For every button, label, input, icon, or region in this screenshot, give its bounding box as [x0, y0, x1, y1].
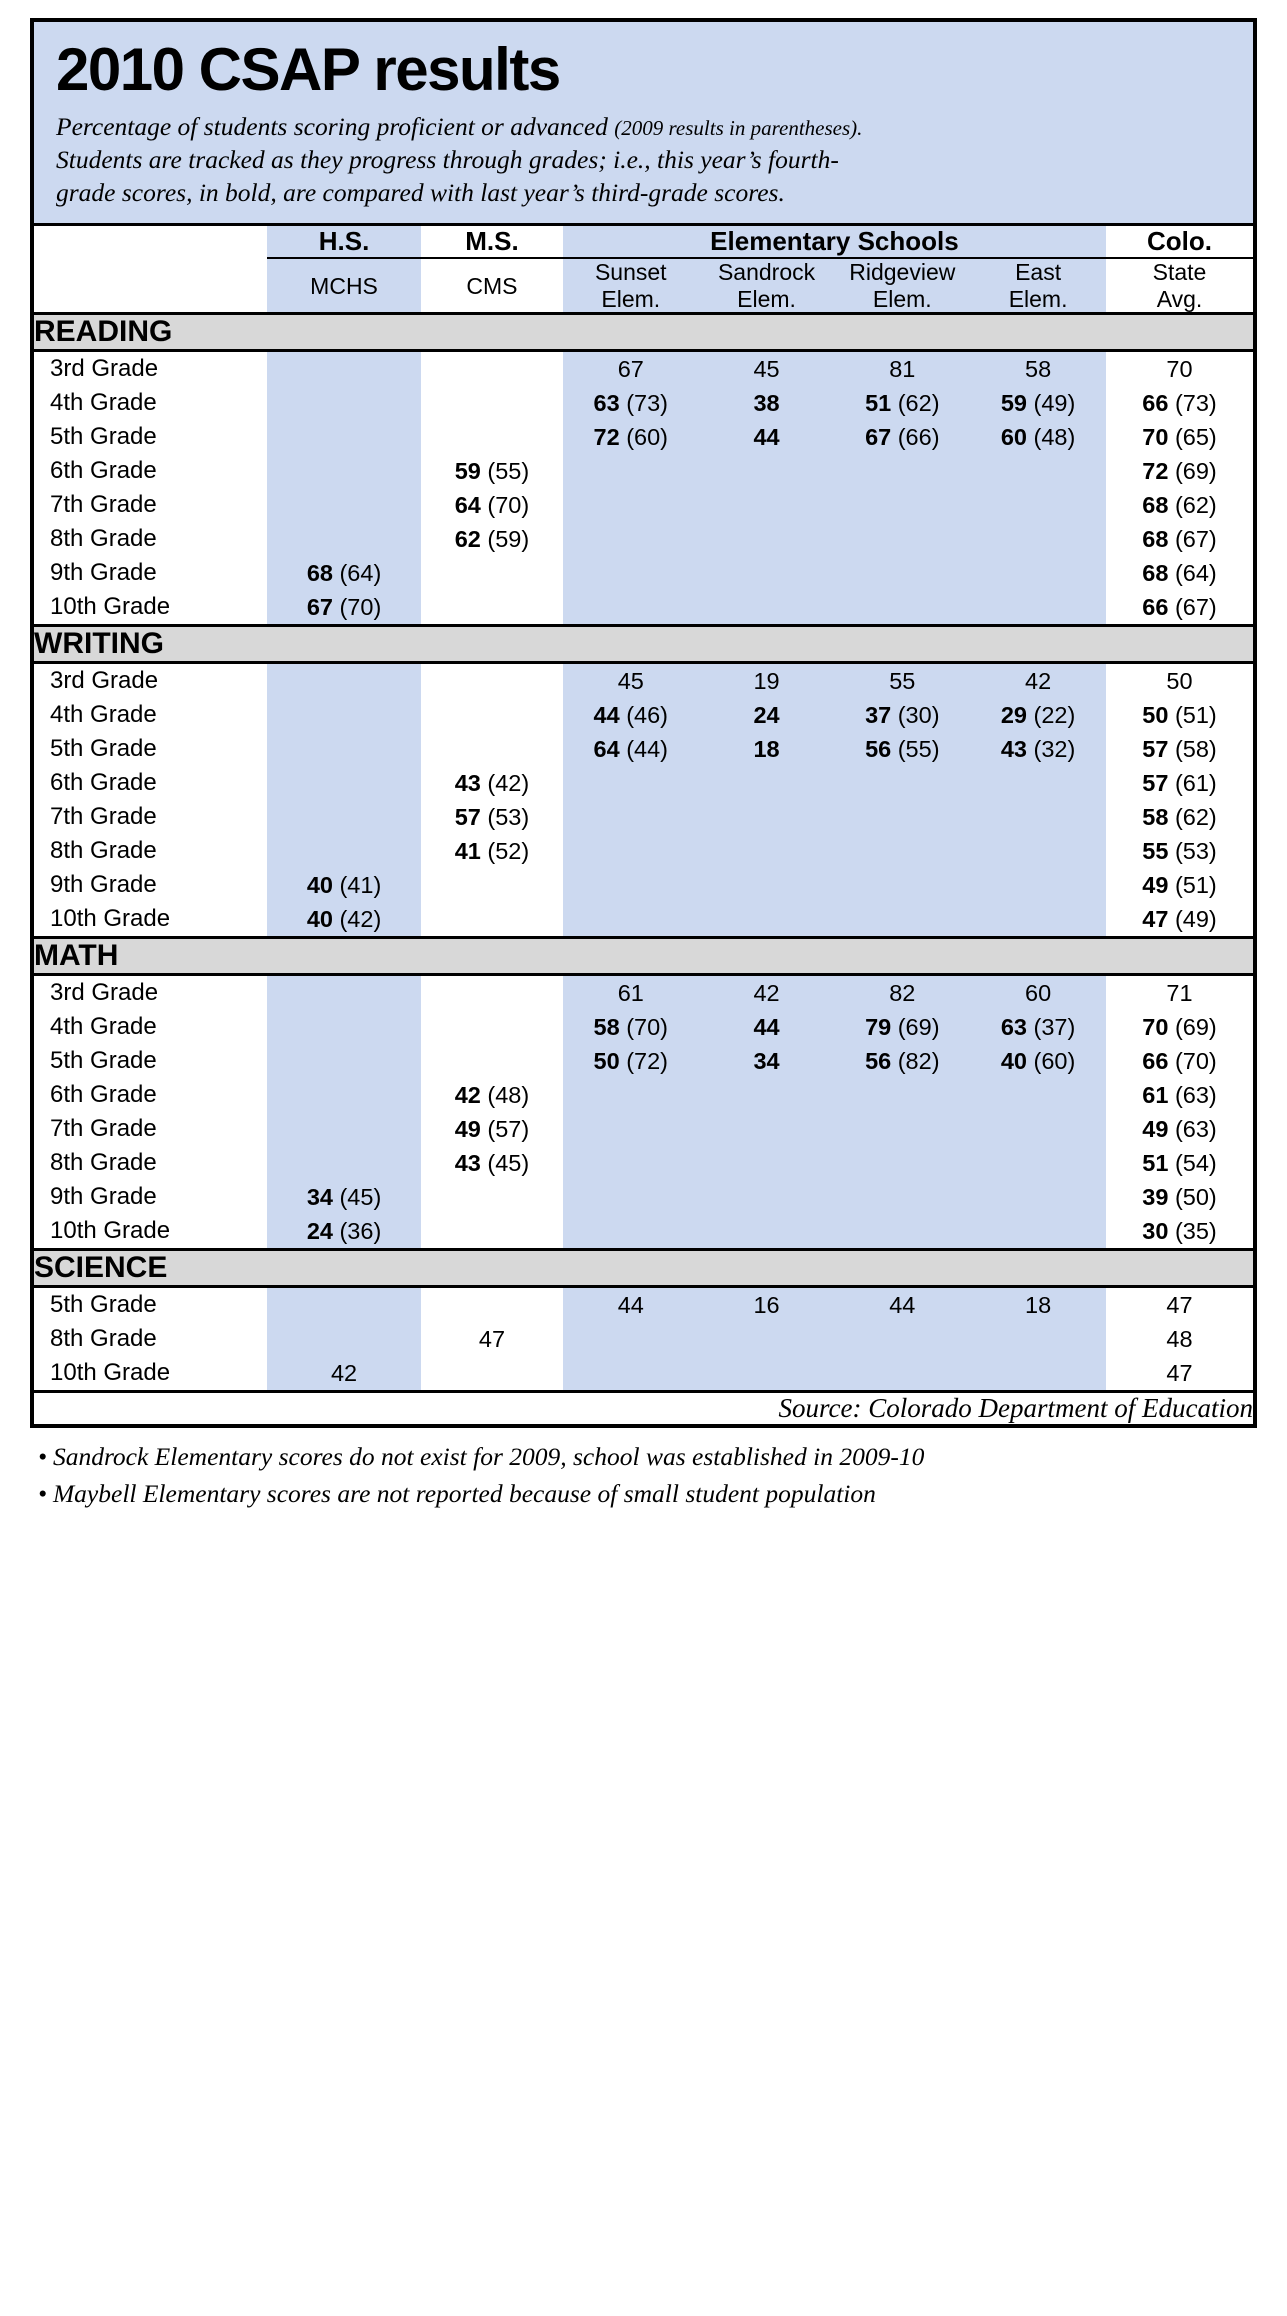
- subtitle-line-2: Students are tracked as they progress through grades; i.e., this year’s fourth-: [56, 145, 839, 175]
- cell-ridgeview: 82: [834, 975, 970, 1011]
- cell-sandrock: [699, 868, 835, 902]
- cell-mchs: [267, 975, 421, 1011]
- cell-cms: [421, 556, 563, 590]
- cell-ridgeview: 67 (66): [834, 420, 970, 454]
- subtitle-line-3: grade scores, in bold, are compared with last year’s third-grade scores.: [56, 178, 785, 208]
- cell-mchs: [267, 488, 421, 522]
- section-bar-writing: [34, 626, 1253, 663]
- cell-sunset: [563, 1078, 699, 1112]
- cell-state: 66 (73): [1142, 389, 1217, 416]
- cell-sandrock: [699, 1356, 835, 1392]
- cell-cms: 43 (45): [454, 1149, 530, 1176]
- cell-state: 47: [1166, 1291, 1193, 1318]
- section-bar-science: [34, 1250, 1253, 1287]
- cell-ridgeview: 37 (30): [834, 698, 970, 732]
- cell-sunset: [563, 834, 699, 868]
- cell-sandrock: [699, 488, 835, 522]
- cell-sandrock: [699, 522, 835, 556]
- cell-sandrock: [699, 1078, 835, 1112]
- column-header-east: East Elem.: [970, 258, 1106, 313]
- cell-state: 68 (64): [1142, 559, 1217, 586]
- row-grade-label: 8th Grade: [50, 525, 157, 553]
- table-row: [34, 1322, 1253, 1356]
- cell-sunset: [563, 522, 699, 556]
- cell-mchs: [267, 800, 421, 834]
- row-grade-label: 7th Grade: [50, 1115, 157, 1143]
- cell-mchs: [267, 698, 421, 732]
- row-grade-label: 5th Grade: [50, 1291, 157, 1319]
- cell-east: [970, 766, 1106, 800]
- footnote-item: [38, 1440, 1257, 1474]
- row-grade-label: 3rd Grade: [50, 979, 159, 1007]
- cell-sunset: [563, 1180, 699, 1214]
- cell-state: 39 (50): [1142, 1183, 1217, 1210]
- table-row: [34, 1010, 1253, 1044]
- table-row: [34, 732, 1253, 766]
- cell-ridgeview: 56 (55): [834, 732, 970, 766]
- header-block: [34, 22, 1253, 226]
- cell-state: 55 (53): [1142, 837, 1217, 864]
- cell-ridgeview: 79 (69): [834, 1010, 970, 1044]
- cell-cms: 47: [478, 1325, 506, 1352]
- cell-state: 30 (35): [1142, 1217, 1217, 1244]
- row-grade-label: 10th Grade: [50, 905, 171, 933]
- column-header-cms: CMS: [466, 272, 518, 299]
- cell-cms: 43 (42): [454, 769, 530, 796]
- cell-east: 60 (48): [970, 420, 1106, 454]
- cell-ridgeview: [834, 454, 970, 488]
- section-title: WRITING: [34, 626, 1253, 663]
- cell-sandrock: [699, 1322, 835, 1356]
- cell-sandrock: [699, 1112, 835, 1146]
- cell-ridgeview: [834, 488, 970, 522]
- table-row: [34, 766, 1253, 800]
- cell-ridgeview: [834, 556, 970, 590]
- cell-mchs: [267, 834, 421, 868]
- cell-state: 49 (51): [1142, 871, 1217, 898]
- column-header-sunset: Sunset Elem.: [563, 258, 699, 313]
- section-title: READING: [34, 314, 1253, 351]
- cell-mchs: [267, 1078, 421, 1112]
- table-row: [34, 1112, 1253, 1146]
- cell-state: 66 (67): [1142, 593, 1217, 620]
- cell-mchs: 68 (64): [267, 556, 421, 590]
- cell-sandrock: [699, 1214, 835, 1250]
- footnote-item: [38, 1477, 1257, 1511]
- cell-cms: [421, 902, 563, 938]
- cell-sunset: [563, 488, 699, 522]
- cell-sandrock: 34: [699, 1044, 835, 1078]
- cell-sandrock: [699, 800, 835, 834]
- row-grade-label: 3rd Grade: [50, 355, 159, 383]
- cell-sandrock: 44: [699, 420, 835, 454]
- cell-east: [970, 522, 1106, 556]
- row-grade-label: 4th Grade: [50, 1013, 157, 1041]
- cell-cms: 64 (70): [454, 491, 530, 518]
- cell-sandrock: [699, 902, 835, 938]
- cell-cms: [421, 732, 563, 766]
- cell-ridgeview: 56 (82): [834, 1044, 970, 1078]
- cell-cms: 49 (57): [454, 1115, 530, 1142]
- group-header-hs: H.S.: [267, 226, 421, 258]
- table-row: [34, 975, 1253, 1011]
- cell-mchs: 67 (70): [267, 590, 421, 626]
- group-header-blank: [34, 226, 267, 258]
- cell-east: 59 (49): [970, 386, 1106, 420]
- cell-mchs: 34 (45): [267, 1180, 421, 1214]
- cell-sandrock: [699, 454, 835, 488]
- row-grade-label: 5th Grade: [50, 735, 157, 763]
- cell-sunset: 44: [563, 1287, 699, 1323]
- group-header-elementary: Elementary Schools: [563, 226, 1106, 258]
- cell-cms: [421, 1044, 563, 1078]
- cell-mchs: 24 (36): [267, 1214, 421, 1250]
- cell-state: 72 (69): [1142, 457, 1217, 484]
- cell-ridgeview: [834, 522, 970, 556]
- cell-state: 47 (49): [1142, 905, 1217, 932]
- cell-mchs: [267, 351, 421, 387]
- cell-east: [970, 454, 1106, 488]
- cell-ridgeview: 44: [834, 1287, 970, 1323]
- cell-sunset: 44 (46): [563, 698, 699, 732]
- row-grade-label: 8th Grade: [50, 1325, 157, 1353]
- cell-sunset: [563, 800, 699, 834]
- row-grade-label: 5th Grade: [50, 1047, 157, 1075]
- cell-cms: [421, 1010, 563, 1044]
- cell-east: 63 (37): [970, 1010, 1106, 1044]
- cell-sandrock: 16: [699, 1287, 835, 1323]
- table-row: [34, 351, 1253, 387]
- cell-state: 66 (70): [1142, 1047, 1217, 1074]
- table-row: [34, 1214, 1253, 1250]
- cell-east: 58: [970, 351, 1106, 387]
- column-header-state: State Avg.: [1152, 259, 1207, 312]
- cell-mchs: 40 (42): [267, 902, 421, 938]
- cell-mchs: 42: [267, 1356, 421, 1392]
- cell-mchs: [267, 386, 421, 420]
- table-row: [34, 1078, 1253, 1112]
- cell-east: [970, 1356, 1106, 1392]
- cell-mchs: [267, 1322, 421, 1356]
- section-title: MATH: [34, 938, 1253, 975]
- row-grade-label: 6th Grade: [50, 769, 157, 797]
- cell-state: 68 (67): [1142, 525, 1217, 552]
- cell-ridgeview: [834, 902, 970, 938]
- column-header-grade: [34, 258, 267, 313]
- cell-sunset: [563, 1112, 699, 1146]
- table-row: [34, 800, 1253, 834]
- footnote-text: Sandrock Elementary scores do not exist for 2009, school was established in 2009-10: [52, 1442, 925, 1472]
- cell-ridgeview: [834, 1078, 970, 1112]
- cell-ridgeview: [834, 868, 970, 902]
- cell-state: 58 (62): [1142, 803, 1217, 830]
- cell-east: [970, 1214, 1106, 1250]
- cell-east: [970, 556, 1106, 590]
- cell-east: 42: [970, 663, 1106, 699]
- cell-ridgeview: [834, 834, 970, 868]
- row-grade-label: 8th Grade: [50, 837, 157, 865]
- cell-sandrock: 42: [699, 975, 835, 1011]
- table-row: [34, 1044, 1253, 1078]
- table-row: [34, 590, 1253, 626]
- source-row: [34, 1392, 1253, 1425]
- cell-state: 70 (69): [1142, 1013, 1217, 1040]
- cell-sunset: 61: [563, 975, 699, 1011]
- cell-state: 51 (54): [1142, 1149, 1217, 1176]
- cell-ridgeview: 55: [834, 663, 970, 699]
- cell-sunset: 63 (73): [563, 386, 699, 420]
- page-subtitle: [56, 110, 1231, 209]
- cell-east: [970, 1180, 1106, 1214]
- group-header-row: [34, 226, 1253, 258]
- cell-east: [970, 1112, 1106, 1146]
- cell-sunset: [563, 868, 699, 902]
- cell-sunset: [563, 766, 699, 800]
- cell-cms: [421, 1214, 563, 1250]
- cell-mchs: 40 (41): [267, 868, 421, 902]
- table-row: [34, 1356, 1253, 1392]
- cell-sunset: 64 (44): [563, 732, 699, 766]
- table-row: [34, 902, 1253, 938]
- cell-sandrock: [699, 556, 835, 590]
- cell-cms: [421, 975, 563, 1011]
- cell-cms: [421, 1356, 563, 1392]
- cell-ridgeview: [834, 590, 970, 626]
- section-title: SCIENCE: [34, 1250, 1253, 1287]
- cell-state: 49 (63): [1142, 1115, 1217, 1142]
- table-row: [34, 488, 1253, 522]
- cell-east: [970, 1322, 1106, 1356]
- cell-cms: [421, 698, 563, 732]
- cell-east: [970, 590, 1106, 626]
- cell-sandrock: 44: [699, 1010, 835, 1044]
- cell-sandrock: [699, 766, 835, 800]
- section-bar-reading: [34, 314, 1253, 351]
- cell-mchs: [267, 663, 421, 699]
- column-header-ridgeview: Ridgeview Elem.: [834, 258, 970, 313]
- cell-ridgeview: [834, 1322, 970, 1356]
- cell-state: 57 (58): [1142, 735, 1217, 762]
- row-grade-label: 9th Grade: [50, 871, 157, 899]
- cell-sunset: 67: [563, 351, 699, 387]
- table-row: [34, 1146, 1253, 1180]
- table-row: [34, 386, 1253, 420]
- cell-cms: [421, 1287, 563, 1323]
- cell-sandrock: 18: [699, 732, 835, 766]
- cell-state: 50: [1166, 667, 1193, 694]
- cell-east: [970, 834, 1106, 868]
- table-row: [34, 522, 1253, 556]
- cell-cms: [421, 663, 563, 699]
- cell-sunset: [563, 590, 699, 626]
- cell-mchs: [267, 1112, 421, 1146]
- cell-ridgeview: [834, 800, 970, 834]
- table-row: [34, 454, 1253, 488]
- cell-east: [970, 868, 1106, 902]
- cell-cms: [421, 590, 563, 626]
- cell-cms: [421, 420, 563, 454]
- column-header-row: [34, 258, 1253, 313]
- cell-sunset: [563, 556, 699, 590]
- row-grade-label: 3rd Grade: [50, 667, 159, 695]
- cell-sunset: 45: [563, 663, 699, 699]
- section-bar-math: [34, 938, 1253, 975]
- cell-ridgeview: [834, 1146, 970, 1180]
- row-grade-label: 8th Grade: [50, 1149, 157, 1177]
- cell-sunset: 72 (60): [563, 420, 699, 454]
- cell-cms: 57 (53): [454, 803, 530, 830]
- group-header-colo: Colo.: [1106, 226, 1253, 258]
- cell-state: 61 (63): [1142, 1081, 1217, 1108]
- cell-sandrock: 24: [699, 698, 835, 732]
- cell-sunset: 50 (72): [563, 1044, 699, 1078]
- row-grade-label: 5th Grade: [50, 423, 157, 451]
- cell-mchs: [267, 454, 421, 488]
- cell-sandrock: [699, 590, 835, 626]
- row-grade-label: 6th Grade: [50, 457, 157, 485]
- row-grade-label: 7th Grade: [50, 803, 157, 831]
- cell-sunset: [563, 902, 699, 938]
- subtitle-line-1-main: Percentage of students scoring proficient or advanced: [56, 112, 608, 141]
- table-row: [34, 834, 1253, 868]
- cell-mchs: [267, 1287, 421, 1323]
- cell-east: 18: [970, 1287, 1106, 1323]
- cell-sandrock: 45: [699, 351, 835, 387]
- cell-sunset: 58 (70): [563, 1010, 699, 1044]
- cell-sunset: [563, 1146, 699, 1180]
- cell-east: [970, 488, 1106, 522]
- cell-sunset: [563, 1214, 699, 1250]
- subtitle-line-1-note: (2009 results in parentheses).: [614, 116, 863, 140]
- cell-cms: [421, 1180, 563, 1214]
- cell-cms: 42 (48): [454, 1081, 530, 1108]
- footnotes: [30, 1440, 1257, 1511]
- cell-sunset: [563, 454, 699, 488]
- cell-east: [970, 1078, 1106, 1112]
- cell-east: 40 (60): [970, 1044, 1106, 1078]
- csap-results-table: [34, 226, 1253, 1424]
- bullet-glyph: •: [38, 1442, 47, 1472]
- row-grade-label: 10th Grade: [50, 1217, 171, 1245]
- cell-mchs: [267, 1146, 421, 1180]
- cell-sunset: [563, 1322, 699, 1356]
- table-row: [34, 663, 1253, 699]
- cell-mchs: [267, 732, 421, 766]
- cell-ridgeview: [834, 1180, 970, 1214]
- cell-sandrock: [699, 1146, 835, 1180]
- table-row: [34, 556, 1253, 590]
- cell-mchs: [267, 522, 421, 556]
- cell-cms: 41 (52): [454, 837, 530, 864]
- cell-ridgeview: 81: [834, 351, 970, 387]
- cell-state: 71: [1166, 979, 1193, 1006]
- cell-ridgeview: 51 (62): [834, 386, 970, 420]
- cell-state: 48: [1166, 1325, 1193, 1352]
- cell-ridgeview: [834, 1356, 970, 1392]
- cell-cms: 59 (55): [454, 457, 530, 484]
- table-row: [34, 420, 1253, 454]
- source-text: Source: Colorado Department of Education: [34, 1392, 1253, 1425]
- column-header-mchs: MCHS: [267, 258, 421, 313]
- cell-cms: [421, 868, 563, 902]
- cell-sandrock: [699, 834, 835, 868]
- cell-ridgeview: [834, 1112, 970, 1146]
- cell-cms: 62 (59): [454, 525, 530, 552]
- cell-east: 60: [970, 975, 1106, 1011]
- row-grade-label: 10th Grade: [50, 1359, 171, 1387]
- bullet-glyph: •: [38, 1478, 47, 1508]
- cell-east: [970, 902, 1106, 938]
- row-grade-label: 7th Grade: [50, 491, 157, 519]
- cell-east: [970, 800, 1106, 834]
- cell-state: 70 (65): [1142, 423, 1217, 450]
- cell-cms: [421, 351, 563, 387]
- cell-ridgeview: [834, 766, 970, 800]
- cell-state: 68 (62): [1142, 491, 1217, 518]
- cell-sunset: [563, 1356, 699, 1392]
- cell-east: [970, 1146, 1106, 1180]
- table-row: [34, 868, 1253, 902]
- row-grade-label: 10th Grade: [50, 593, 171, 621]
- cell-state: 47: [1166, 1359, 1193, 1386]
- row-grade-label: 6th Grade: [50, 1081, 157, 1109]
- cell-cms: [421, 386, 563, 420]
- results-card: [30, 18, 1257, 1428]
- row-grade-label: 4th Grade: [50, 701, 157, 729]
- table-row: [34, 1287, 1253, 1323]
- cell-state: 50 (51): [1142, 701, 1217, 728]
- cell-mchs: [267, 420, 421, 454]
- row-grade-label: 4th Grade: [50, 389, 157, 417]
- cell-mchs: [267, 1010, 421, 1044]
- cell-ridgeview: [834, 1214, 970, 1250]
- group-header-ms: M.S.: [421, 226, 563, 258]
- table-row: [34, 698, 1253, 732]
- cell-sandrock: [699, 1180, 835, 1214]
- row-grade-label: 9th Grade: [50, 1183, 157, 1211]
- footnote-text: Maybell Elementary scores are not reported because of small student population: [52, 1478, 876, 1508]
- cell-mchs: [267, 766, 421, 800]
- cell-east: 29 (22): [970, 698, 1106, 732]
- cell-state: 70: [1166, 355, 1193, 382]
- page-title: 2010 CSAP results: [56, 36, 560, 103]
- column-header-sandrock: Sandrock Elem.: [699, 258, 835, 313]
- cell-east: 43 (32): [970, 732, 1106, 766]
- cell-mchs: [267, 1044, 421, 1078]
- row-grade-label: 9th Grade: [50, 559, 157, 587]
- cell-state: 57 (61): [1142, 769, 1217, 796]
- cell-sandrock: 19: [699, 663, 835, 699]
- table-row: [34, 1180, 1253, 1214]
- cell-sandrock: 38: [699, 386, 835, 420]
